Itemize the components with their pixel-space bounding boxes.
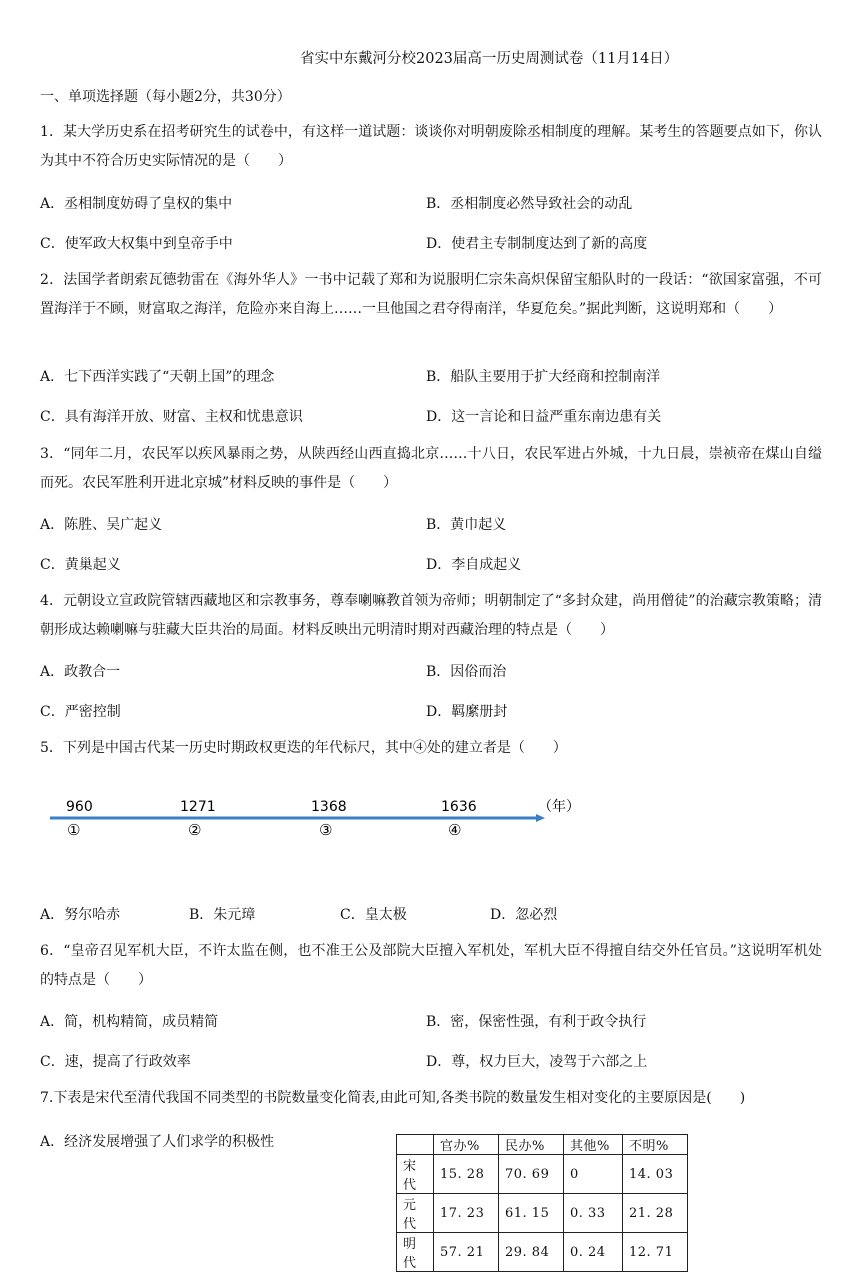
question-2-option-d: D．这一言论和日益严重东南边患有关 (426, 409, 662, 425)
question-6-option-b: B．密，保密性强，有利于政令执行 (426, 1014, 647, 1030)
question-4-stem: 4．元朝设立宣政院管辖西藏地区和宗教事务，尊奉喇嘛教首领为帝师；明朝制定了“多封众建，尚用僧徒”的治藏宗教策略；清朝形成达赖喇嘛与驻藏大臣共治的局面。材料反映出元明清时期对西藏治理的特点是（ ） (40, 593, 822, 638)
table-cell: 15. 28 (434, 1155, 499, 1194)
table-cell: 17. 23 (434, 1194, 499, 1233)
page-title: 省实中东戴河分校2023届高一历史周测试卷（11月14日） (300, 51, 679, 67)
question-1-option-c: C．使军政大权集中到皇帝手中 (40, 236, 233, 252)
table-header-cell (397, 1135, 434, 1155)
table-cell: 0. 24 (564, 1233, 623, 1272)
question-2-stem: 2．法国学者朗索瓦德勃雷在《海外华人》一书中记载了郑和为说服明仁宗朱高炽保留宝船队时的一段话：“欲国家富强，不可置海洋于不顾，财富取之海洋，危险亦来自海上……一旦他国之君夺得南洋，华夏危矣。”据此判断，这说明郑和（ ） (40, 272, 822, 317)
question-1-option-d: D．使君主专制制度达到了新的高度 (426, 236, 648, 252)
question-3-option-c: C．黄巢起义 (40, 557, 121, 573)
table-cell: 29. 84 (499, 1233, 564, 1272)
question-4-option-d: D．羁縻册封 (426, 704, 508, 720)
timeline-mark-4: ④ (448, 821, 462, 839)
question-6-option-c: C．速，提高了行政效率 (40, 1054, 191, 1070)
question-5-option-a: A．努尔哈赤 (40, 907, 121, 923)
table-cell: 明代 (397, 1233, 434, 1272)
question-1-option-a: A．丞相制度妨碍了皇权的集中 (40, 196, 233, 212)
question-1-option-b: B．丞相制度必然导致社会的动乱 (426, 196, 633, 212)
timeline-year-2: 1271 (180, 799, 216, 815)
table-row (397, 1155, 688, 1194)
question-3-option-d: D．李自成起义 (426, 557, 522, 573)
question-6-stem: 6．“皇帝召见军机大臣，不许太监在侧，也不准王公及部院大臣擅入军机处，军机大臣不得擅自结交外任官员。”这说明军机处的特点是（ ） (40, 943, 822, 988)
question-2-option-c: C．具有海洋开放、财富、主权和忧患意识 (40, 409, 303, 425)
timeline-mark-2: ② (188, 821, 202, 839)
table-cell: 12. 71 (623, 1233, 688, 1272)
table-cell: 0. 33 (564, 1194, 623, 1233)
timeline-unit: （年） (538, 799, 580, 815)
question-7-option-a: A．经济发展增强了人们求学的积极性 (40, 1134, 275, 1150)
table-cell: 宋代 (397, 1155, 434, 1194)
timeline-mark-1: ① (67, 821, 81, 839)
table-cell: 14. 03 (623, 1155, 688, 1194)
question-3-option-a: A．陈胜、吴广起义 (40, 517, 163, 533)
table-cell: 元代 (397, 1194, 434, 1233)
question-4-option-c: C．严密控制 (40, 704, 121, 720)
table-row (397, 1194, 688, 1233)
question-4-option-a: A．政教合一 (40, 664, 121, 680)
table-header-cell: 不明% (623, 1135, 688, 1155)
question-4-option-b: B．因俗而治 (426, 664, 507, 680)
table-header-cell: 官办% (434, 1135, 499, 1155)
section-heading: 一、单项选择题（每小题2分，共30分） (40, 89, 291, 105)
academy-data-table (396, 1134, 688, 1272)
question-7-stem: 7.下表是宋代至清代我国不同类型的书院数量变化简表,由此可知,各类书院的数量发生相对变化的主要原因是( ) (40, 1090, 746, 1106)
question-3-option-b: B．黄巾起义 (426, 517, 507, 533)
timeline-year-4: 1636 (441, 799, 477, 815)
table-cell: 61. 15 (499, 1194, 564, 1233)
table-cell: 70. 69 (499, 1155, 564, 1194)
table-cell: 0 (564, 1155, 623, 1194)
question-3-stem: 3．“同年二月，农民军以疾风暴雨之势，从陕西经山西直捣北京……十八日，农民军进占外城，十九日晨，崇祯帝在煤山自缢而死。农民军胜利开进北京城”材料反映的事件是（ ） (40, 446, 822, 491)
question-5-option-c: C．皇太极 (340, 907, 407, 923)
question-5-option-d: D．忽必烈 (490, 907, 558, 923)
table-header-cell: 其他% (564, 1135, 623, 1155)
question-6-option-d: D．尊，权力巨大，凌驾于六部之上 (426, 1054, 648, 1070)
timeline-mark-3: ③ (319, 821, 333, 839)
table-row (397, 1233, 688, 1272)
timeline-year-3: 1368 (311, 799, 347, 815)
table-cell: 21. 28 (623, 1194, 688, 1233)
question-2-option-a: A．七下西洋实践了“天朝上国”的理念 (40, 369, 275, 385)
question-5-option-b: B．朱元璋 (189, 907, 256, 923)
question-1-stem: 1．某大学历史系在招考研究生的试卷中，有这样一道试题：谈谈你对明朝废除丞相制度的理解。某考生的答题要点如下，你认为其中不符合历史实际情况的是（ ） (40, 124, 822, 169)
timeline-figure (40, 790, 600, 850)
question-5-stem: 5．下列是中国古代某一历史时期政权更迭的年代标尺，其中④处的建立者是（ ） (40, 740, 567, 756)
table-header-cell: 民办% (499, 1135, 564, 1155)
question-2-option-b: B．船队主要用于扩大经商和控制南洋 (426, 369, 661, 385)
table-cell: 57. 21 (434, 1233, 499, 1272)
question-6-option-a: A．简，机构精简，成员精简 (40, 1014, 219, 1030)
table-header-row (397, 1135, 688, 1155)
timeline-arrow-icon (536, 814, 545, 822)
timeline-year-1: 960 (66, 799, 93, 815)
